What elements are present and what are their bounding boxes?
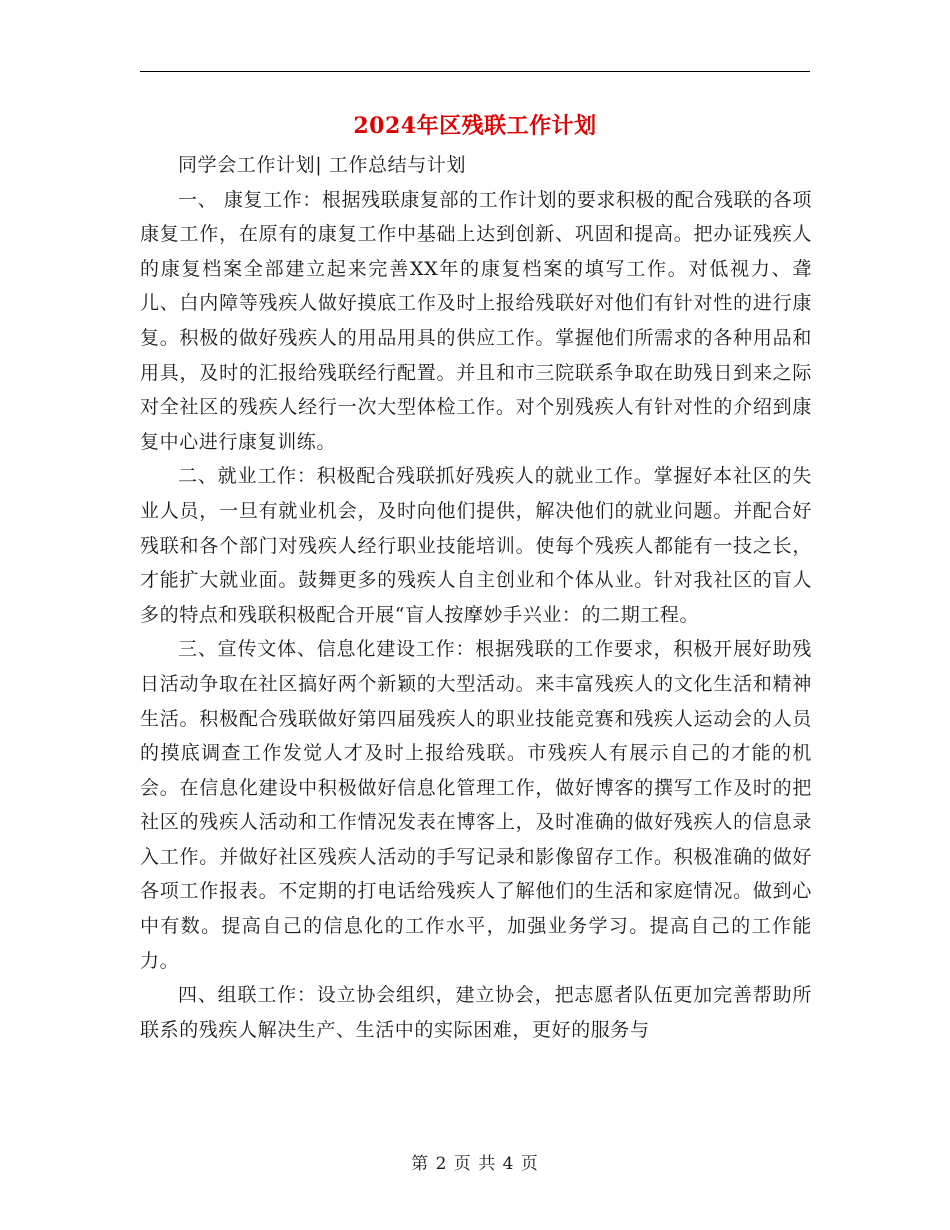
paragraph-rehabilitation: 一、 康复工作：根据残联康复部的工作计划的要求积极的配合残联的各项康复工作，在原有的康复工作中基础上达到创新、巩固和提高。把办证残疾人的康复档案全部建立起来完善XX年的康复档案的填写工作。对低视力、聋儿、白内障等残疾人做好摸底工作及时上报给残联好对他们有针对性的进行康复。积极的做好残疾人的用品用具的供应工作。掌握他们所需求的各种用品和用具，及时的汇报给残联经行配置。并且和市三院联系争取在助残日到来之际对全社区的残疾人经行一次大型体检工作。对个别残疾人有针对性的介绍到康复中心进行康复训练。 xyxy=(140,188,812,453)
paragraph-publicity: 三、宣传文体、信息化建设工作：根据残联的工作要求，积极开展好助残日活动争取在社区搞好两个新颖的大型活动。来丰富残疾人的文化生活和精神生活。积极配合残联做好第四届残疾人的职业技能竞赛和残疾人运动会的人员的摸底调查工作发觉人才及时上报给残联。市残疾人有展示自己的才能的机会。在信息化建设中积极做好信息化管理工作，做好博客的撰写工作及时的把社区的残疾人活动和工作情况发表在博客上，及时准确的做好残疾人的信息录入工作。并做好社区残疾人活动的手写记录和影像留存工作。积极准确的做好各项工作报表。不定期的打电话给残疾人了解他们的生活和家庭情况。做到心中有数。提高自己的信息化的工作水平，加强业务学习。提高自己的工作能力。 xyxy=(140,638,812,972)
document-title: 2024年区残联工作计划 xyxy=(353,113,597,139)
document-subtitle: 同学会工作计划| 工作总结与计划 xyxy=(178,154,467,176)
header-rule xyxy=(140,71,810,72)
page-number-footer: 第 2 页 共 4 页 xyxy=(411,1154,539,1174)
paragraph-employment: 二、就业工作：积极配合残联抓好残疾人的就业工作。掌握好本社区的失业人员，一旦有就业机会，及时向他们提供，解决他们的就业问题。并配合好残联和各个部门对残疾人经行职业技能培训。使每个残疾人都能有一技之长，才能扩大就业面。鼓舞更多的残疾人自主创业和个体从业。针对我社区的盲人多的特点和残联积极配合开展“盲人按摩妙手兴业：的二期工程。 xyxy=(140,465,812,626)
document-body xyxy=(140,148,812,1047)
paragraph-organization: 四、组联工作：设立协会组织，建立协会，把志愿者队伍更加完善帮助所联系的残疾人解决生产、生活中的实际困难，更好的服务与 xyxy=(140,984,812,1041)
